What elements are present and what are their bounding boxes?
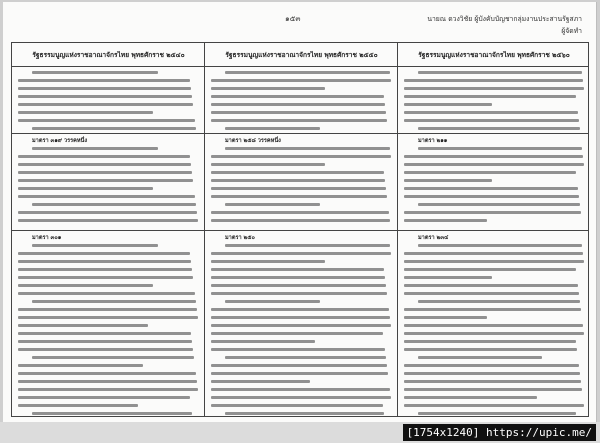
body-text-line bbox=[211, 219, 390, 222]
body-text-line bbox=[418, 244, 582, 247]
body-text-line bbox=[211, 252, 391, 255]
page-number: ๑๕๓ bbox=[285, 14, 301, 23]
body-text-line bbox=[211, 179, 385, 182]
body-text-line bbox=[211, 211, 389, 214]
body-text-line bbox=[418, 300, 580, 303]
body-text-line bbox=[404, 79, 583, 82]
body-text-line bbox=[18, 260, 191, 263]
body-text-line bbox=[404, 155, 583, 158]
body-text-line bbox=[18, 404, 138, 407]
body-text-line bbox=[211, 380, 310, 383]
body-text-line bbox=[211, 95, 384, 98]
image-size-badge: [1754x1240] https://upic.me/ bbox=[403, 424, 596, 441]
body-text-line bbox=[211, 396, 391, 399]
body-text-line bbox=[225, 147, 390, 150]
running-head bbox=[427, 13, 582, 37]
body-text-line bbox=[18, 179, 193, 182]
body-text-line bbox=[211, 332, 383, 335]
running-head-author: นายณ ดวงวิชัย ผู้บังคับบัญชากลุ่มงานประสานรัฐสภา bbox=[427, 15, 582, 23]
body-text-line bbox=[18, 87, 191, 90]
body-text-line bbox=[18, 95, 192, 98]
body-text-line bbox=[211, 364, 387, 367]
body-text-line bbox=[18, 103, 193, 106]
body-text-line bbox=[225, 356, 386, 359]
running-head-role: ผู้จัดทำ bbox=[561, 27, 582, 35]
body-text-line bbox=[211, 276, 385, 279]
row-divider bbox=[12, 133, 588, 134]
body-text-line bbox=[418, 71, 582, 74]
body-text-line bbox=[32, 203, 196, 206]
body-text-line bbox=[404, 388, 582, 391]
body-text-line bbox=[211, 340, 315, 343]
body-text-line bbox=[404, 364, 579, 367]
body-text-line bbox=[404, 187, 578, 190]
body-text-line bbox=[404, 163, 584, 166]
body-text-line bbox=[404, 292, 579, 295]
body-text-line bbox=[404, 308, 581, 311]
column-header-2540: รัฐธรรมนูญแห่งราชอาณาจักรไทย พุทธศักราช ๒๕๔๐ bbox=[12, 43, 205, 67]
body-text-line bbox=[404, 95, 576, 98]
body-text-line bbox=[18, 380, 197, 383]
body-text-line bbox=[418, 147, 582, 150]
body-text-line bbox=[404, 211, 581, 214]
article-lead-2550: มาตรา ๒๕๘ วรรคหนึ่ง bbox=[225, 138, 281, 144]
body-text-line bbox=[18, 187, 153, 190]
body-text-line bbox=[18, 155, 190, 158]
body-text-line bbox=[18, 252, 190, 255]
body-text-line bbox=[404, 252, 583, 255]
article-lead-2540: มาตรา ๓๑๙ วรรคหนึ่ง bbox=[32, 138, 88, 144]
body-text-line bbox=[32, 71, 158, 74]
body-text-line bbox=[18, 348, 193, 351]
body-text-line bbox=[18, 268, 192, 271]
body-text-line bbox=[211, 111, 386, 114]
article-lead-2560: มาตรา ๒๓๔ bbox=[418, 235, 449, 241]
article-lead-2550: มาตรา ๒๕๐ bbox=[225, 235, 255, 241]
body-text-line bbox=[404, 396, 537, 399]
body-text-line bbox=[18, 276, 193, 279]
body-text-line bbox=[404, 119, 579, 122]
body-text-line bbox=[225, 244, 390, 247]
body-text-line bbox=[211, 155, 391, 158]
body-text-line bbox=[418, 412, 576, 415]
body-text-line bbox=[32, 300, 196, 303]
body-text-line bbox=[18, 332, 191, 335]
body-text-line bbox=[18, 79, 190, 82]
body-text-line bbox=[225, 127, 320, 130]
body-text-line bbox=[18, 340, 192, 343]
body-text-line bbox=[418, 356, 542, 359]
body-text-line bbox=[404, 380, 581, 383]
body-text-line bbox=[18, 211, 197, 214]
body-text-line bbox=[18, 396, 190, 399]
body-text-line bbox=[211, 103, 385, 106]
body-text-line bbox=[211, 308, 389, 311]
column-header-2560: รัฐธรรมนูญแห่งราชอาณาจักรไทย พุทธศักราช ๒๕๖๐ bbox=[398, 43, 589, 67]
body-text-line bbox=[418, 127, 580, 130]
body-text-line bbox=[18, 163, 191, 166]
body-text-line bbox=[211, 171, 384, 174]
body-text-line bbox=[225, 71, 390, 74]
body-text-line bbox=[18, 324, 148, 327]
body-text-line bbox=[404, 111, 578, 114]
body-text-line bbox=[404, 284, 578, 287]
body-text-line bbox=[211, 324, 391, 327]
body-text-line bbox=[211, 260, 325, 263]
body-text-line bbox=[404, 316, 487, 319]
body-text-line bbox=[18, 111, 153, 114]
column-header-2550: รัฐธรรมนูญแห่งราชอาณาจักรไทย พุทธศักราช ๒๕๕๐ bbox=[205, 43, 398, 67]
body-text-line bbox=[225, 412, 384, 415]
body-text-line bbox=[211, 284, 386, 287]
body-text-line bbox=[32, 127, 196, 130]
body-text-line bbox=[404, 103, 492, 106]
body-text-line bbox=[32, 412, 192, 415]
body-text-line bbox=[404, 171, 576, 174]
body-text-line bbox=[211, 372, 388, 375]
body-text-line bbox=[211, 268, 384, 271]
body-text-line bbox=[404, 276, 492, 279]
comparison-table bbox=[11, 42, 589, 417]
body-text-line bbox=[18, 316, 198, 319]
body-text-line bbox=[211, 404, 383, 407]
body-text-line bbox=[404, 404, 584, 407]
body-text-line bbox=[18, 284, 153, 287]
body-text-line bbox=[404, 268, 576, 271]
body-text-line bbox=[404, 179, 492, 182]
body-text-line bbox=[18, 119, 195, 122]
row-divider bbox=[12, 230, 588, 231]
body-text-line bbox=[404, 260, 584, 263]
body-text-line bbox=[418, 203, 580, 206]
body-text-line bbox=[211, 348, 385, 351]
body-text-line bbox=[32, 147, 158, 150]
body-text-line bbox=[32, 356, 194, 359]
body-text-line bbox=[18, 195, 195, 198]
body-text-line bbox=[32, 244, 158, 247]
body-text-line bbox=[211, 187, 386, 190]
body-text-line bbox=[404, 219, 487, 222]
body-text-line bbox=[18, 219, 198, 222]
body-text-line bbox=[211, 292, 387, 295]
body-text-line bbox=[18, 171, 192, 174]
body-text-line bbox=[18, 388, 198, 391]
body-text-line bbox=[211, 163, 325, 166]
body-text-line bbox=[404, 195, 579, 198]
body-text-line bbox=[18, 308, 197, 311]
body-text-line bbox=[211, 316, 390, 319]
body-text-line bbox=[404, 340, 576, 343]
body-text-line bbox=[18, 372, 196, 375]
body-text-line bbox=[211, 195, 387, 198]
body-text-line bbox=[211, 388, 390, 391]
body-text-line bbox=[211, 119, 387, 122]
body-text-line bbox=[211, 87, 325, 90]
body-text-line bbox=[404, 348, 577, 351]
article-lead-2560: มาตรา ๒๑๑ bbox=[418, 138, 448, 144]
document-page bbox=[3, 2, 597, 422]
body-text-line bbox=[225, 203, 320, 206]
body-text-line bbox=[404, 87, 584, 90]
body-text-line bbox=[404, 372, 580, 375]
body-text-line bbox=[211, 79, 391, 82]
body-text-line bbox=[225, 300, 320, 303]
body-text-line bbox=[404, 332, 584, 335]
body-text-line bbox=[18, 292, 195, 295]
article-lead-2540: มาตรา ๓๐๑ bbox=[32, 235, 62, 241]
body-text-line bbox=[18, 364, 143, 367]
body-text-line bbox=[404, 324, 583, 327]
